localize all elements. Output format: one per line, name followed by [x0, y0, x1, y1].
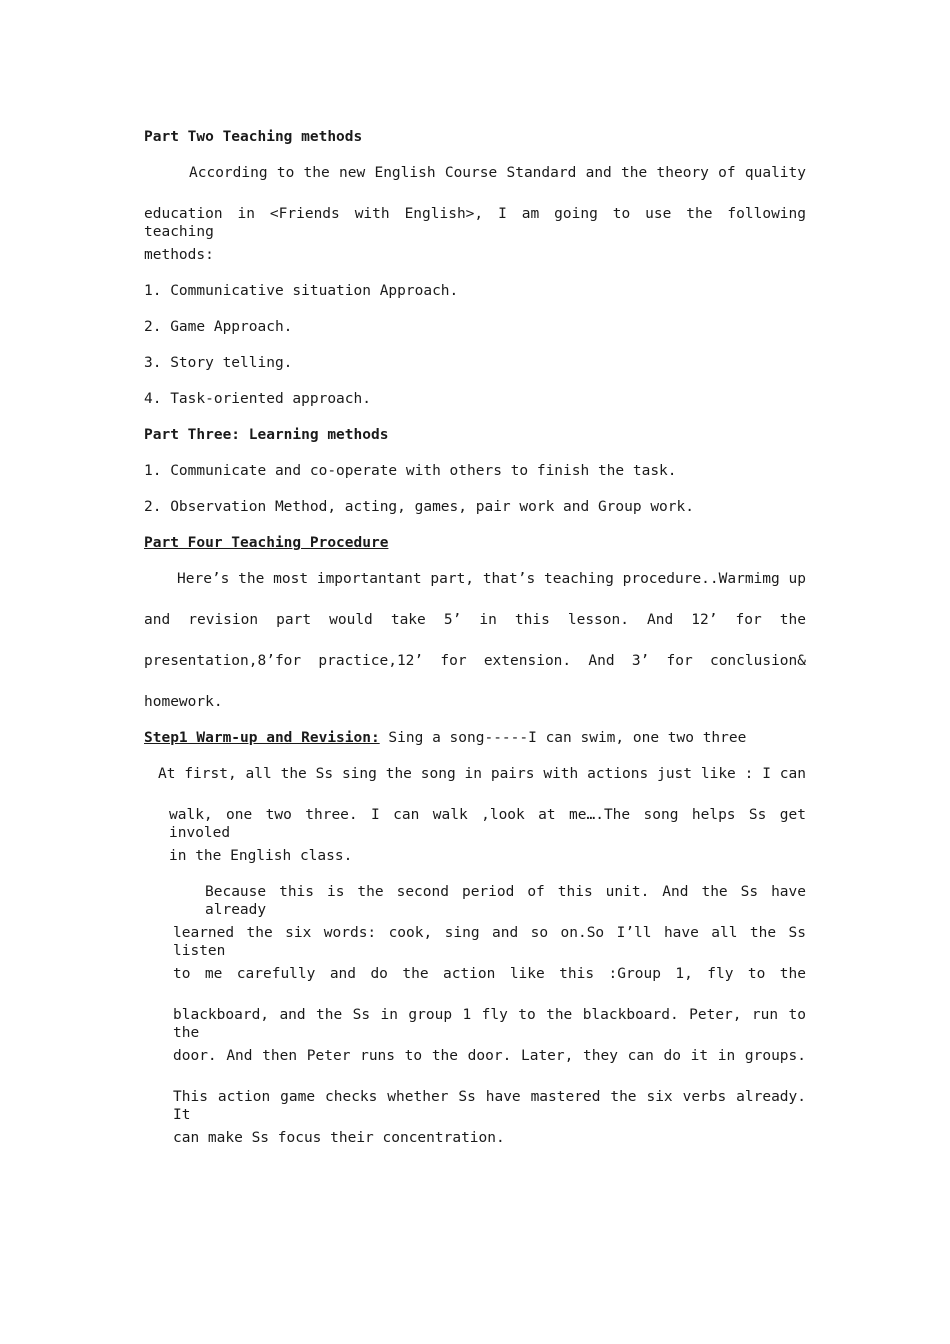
- step1-paragraph-line: can make Ss focus their concentration.: [173, 1130, 505, 1146]
- part-four-paragraph-line: homework.: [144, 694, 223, 710]
- step1-paragraph-line: This action game checks whether Ss have mastered the six verbs already. It: [173, 1089, 806, 1123]
- list-item: 1. Communicate and co-operate with others to finish the task.: [144, 463, 677, 479]
- list-item: 4. Task-oriented approach.: [144, 391, 371, 407]
- step1-paragraph-line: walk, one two three. I can walk ,look at me….The song helps Ss get involed: [169, 807, 806, 841]
- part-two-paragraph-line: According to the new English Course Standard and the theory of quality: [189, 165, 806, 181]
- part-four-paragraph-line: and revision part would take 5’ in this lesson. And 12’ for the: [144, 612, 806, 628]
- list-item: 2. Game Approach.: [144, 319, 293, 335]
- step1-paragraph-line: to me carefully and do the action like this :Group 1, fly to the: [173, 966, 806, 982]
- part-two-paragraph-line: education in <Friends with English>, I am going to use the following teaching: [144, 206, 806, 240]
- step1-paragraph-line: learned the six words: cook, sing and so on.So I’ll have all the Ss listen: [173, 925, 806, 959]
- list-item: 1. Communicative situation Approach.: [144, 283, 459, 299]
- list-item: 3. Story telling.: [144, 355, 293, 371]
- step1-paragraph-line: in the English class.: [169, 848, 353, 864]
- part-four-heading: Part Four Teaching Procedure: [144, 535, 389, 551]
- step1-heading: Step1 Warm-up and Revision:: [144, 730, 380, 746]
- step1-paragraph-line: door. And then Peter runs to the door. Later, they can do it in groups.: [173, 1048, 806, 1064]
- list-item: 2. Observation Method, acting, games, pair work and Group work.: [144, 499, 694, 515]
- part-three-heading: Part Three: Learning methods: [144, 427, 389, 443]
- part-two-paragraph-line: methods:: [144, 247, 214, 263]
- step1-paragraph-line: Because this is the second period of this unit. And the Ss have already: [205, 884, 806, 918]
- part-four-paragraph-line: presentation,8’for practice,12’ for extension. And 3’ for conclusion&: [144, 653, 806, 669]
- step1-paragraph-line: blackboard, and the Ss in group 1 fly to the blackboard. Peter, run to the: [173, 1007, 806, 1041]
- step1-paragraph-line: At first, all the Ss sing the song in pairs with actions just like : I can: [158, 766, 806, 782]
- part-four-paragraph-line: Here’s the most importantant part, that’s teaching procedure..Warmimg up: [177, 571, 806, 587]
- step1-heading-line: [144, 729, 746, 747]
- part-two-heading: Part Two Teaching methods: [144, 129, 363, 145]
- step1-subtitle: Sing a song-----I can swim, one two three: [379, 730, 747, 746]
